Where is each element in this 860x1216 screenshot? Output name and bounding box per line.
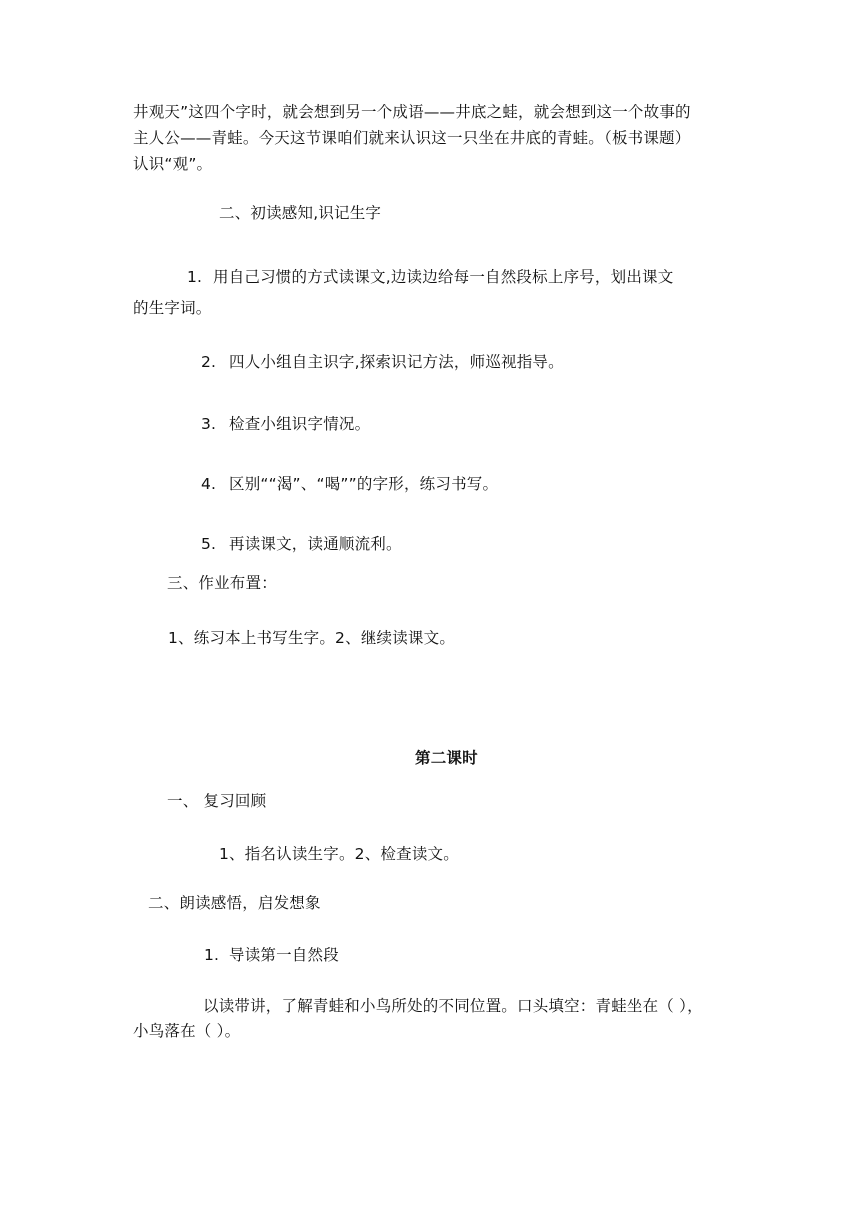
lesson-2-part-2-title: 二、朗读感悟，启发想象 — [148, 894, 321, 912]
lesson-2-part-1-title: 一、 复习回顾 — [167, 792, 267, 810]
item-2-text: 四人小组自主识字,探索识记方法，师巡视指导。 — [229, 353, 564, 371]
paragraph-line-1: 以读带讲，了解青蛙和小鸟所处的不同位置。口头填空：青蛙坐在（ ）， — [203, 997, 703, 1015]
intro-line-2: 主人公——青蛙。今天这节课咱们就来认识这一只坐在井底的青蛙。（板书课题） — [133, 129, 691, 147]
item-4-number: 4. — [201, 475, 217, 493]
intro-line-3: 认识“观”。 — [133, 155, 213, 173]
lesson-2-part-1-content: 1、指名认读生字。2、检查读文。 — [219, 845, 459, 863]
item-5-number: 5. — [201, 535, 217, 553]
paragraph-line-2: 小鸟落在（ ）。 — [133, 1022, 241, 1040]
item-1-number: 1. — [187, 268, 203, 286]
item-4-text: 区别““渴”、“喝””的字形，练习书写。 — [229, 475, 499, 493]
section-3-title: 三、作业布置： — [167, 574, 277, 592]
item-2-number: 2. — [201, 353, 217, 371]
item-3-number: 3. — [201, 415, 217, 433]
sub-item-1-text: 导读第一自然段 — [229, 946, 339, 964]
section-3-content: 1、练习本上书写生字。2、继续读课文。 — [168, 629, 456, 647]
item-5-text: 再读课文，读通顺流利。 — [229, 535, 402, 553]
intro-line-1: 井观天”这四个字时，就会想到另一个成语——井底之蛙，就会想到这一个故事的 — [133, 103, 691, 121]
item-1-text: 用自己习惯的方式读课文,边读边给每一自然段标上序号，划出课文 — [213, 268, 674, 286]
section-2-title: 二、初读感知,识记生字 — [219, 204, 382, 222]
item-1-continuation: 的生字词。 — [133, 299, 212, 317]
item-3-text: 检查小组识字情况。 — [229, 415, 371, 433]
sub-item-1-number: 1. — [204, 946, 220, 964]
lesson-2-heading: 第二课时 — [415, 748, 478, 767]
